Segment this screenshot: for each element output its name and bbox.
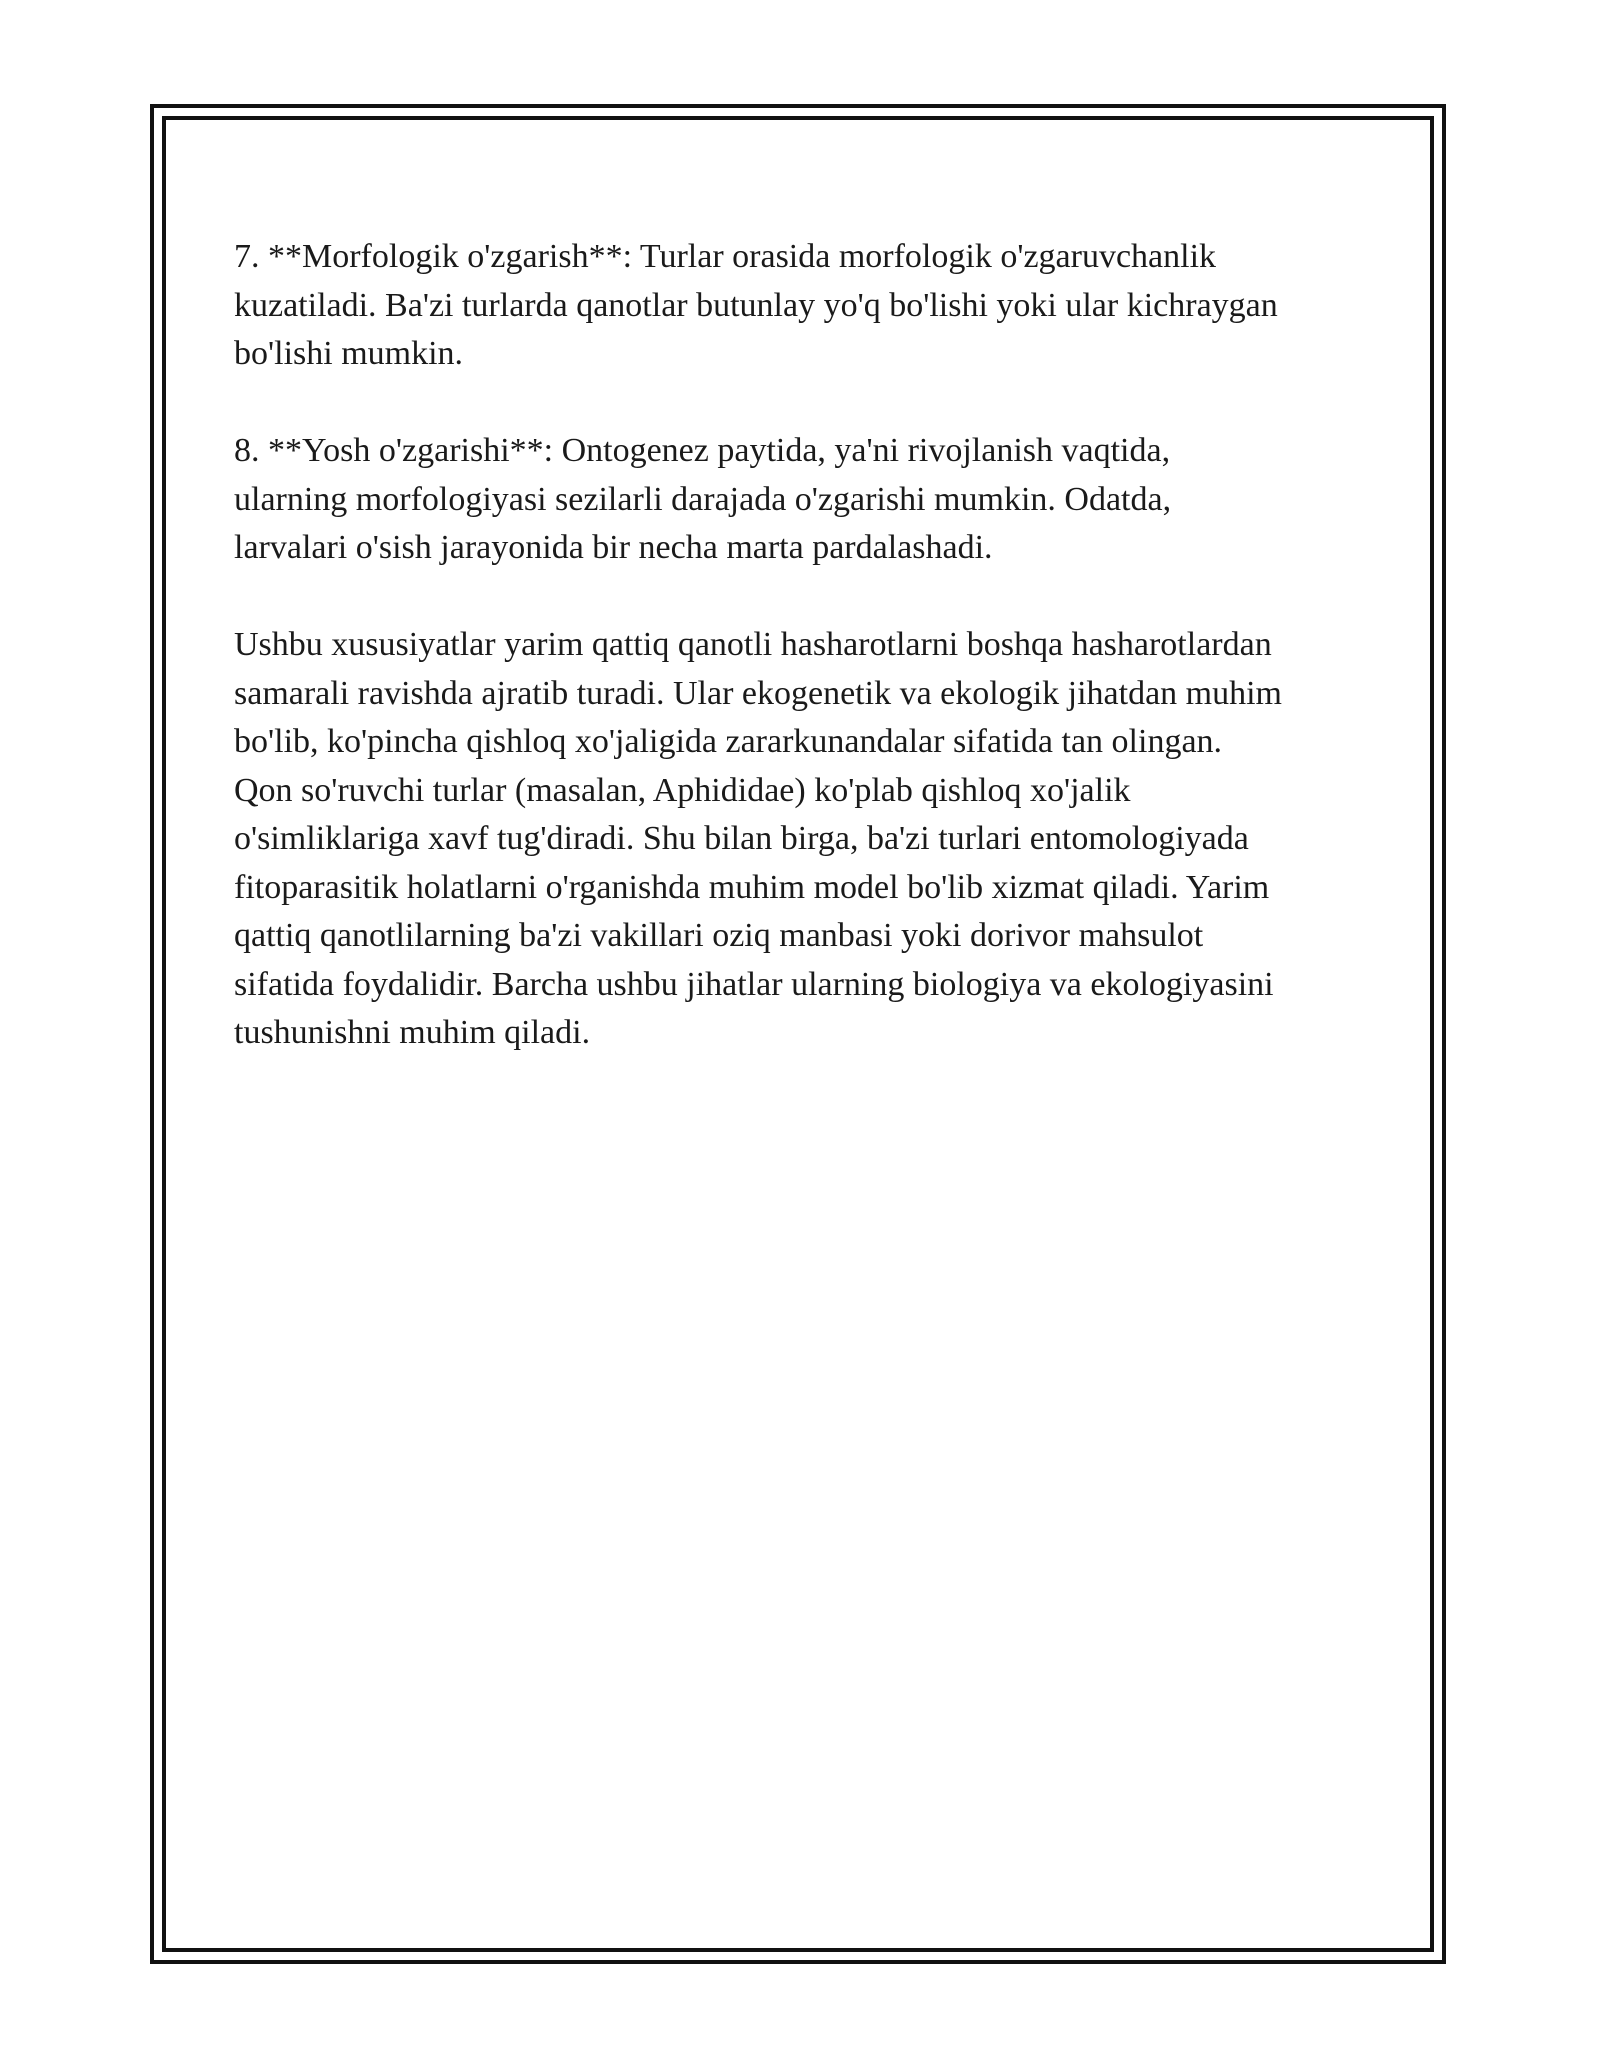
paragraph-morphological-change: 7. **Morfologik o'zgarish**: Turlar orasida morfologik o'zgaruvchanlik kuzatiladi. Ba'zi turlarda qanotlar butunlay yo'q bo'lishi yoki ular kichraygan bo'lishi mumkin. [234, 238, 1278, 372]
document-body [234, 233, 1374, 1106]
paragraph-age-change: 8. **Yosh o'zgarishi**: Ontogenez paytida, ya'ni rivojlanish vaqtida, ularning morfologiyasi sezilarli darajada o'zgarishi mumkin. Odatda, larvalari o'sish jarayonida bir necha marta pardalashadi. [234, 432, 1172, 566]
paragraph-summary: Ushbu xususiyatlar yarim qattiq qanotli hasharotlarni boshqa hasharotlardan samarali ravishda ajratib turadi. Ular ekogenetik va ekologik jihatdan muhim bo'lib, ko'pincha qishloq xo'jaligida zararkunandalar sifatida tan olingan. Qon so'ruvchi turlar (masalan, Aphididae) ko'plab qishloq xo'jalik o'simliklariga xavf tug'diradi. Shu bilan birga, ba'zi turlari entomologiyada fitoparasitik holatlarni o'rganishda muhim model bo'lib xizmat qiladi. Yarim qattiq qanotlilarning ba'zi vakillari oziq manbasi yoki dorivor mahsulot sifatida foydalidir. Barcha ushbu jihatlar ularning biologiya va ekologiyasini tushunishni muhim qiladi. [234, 626, 1283, 1051]
